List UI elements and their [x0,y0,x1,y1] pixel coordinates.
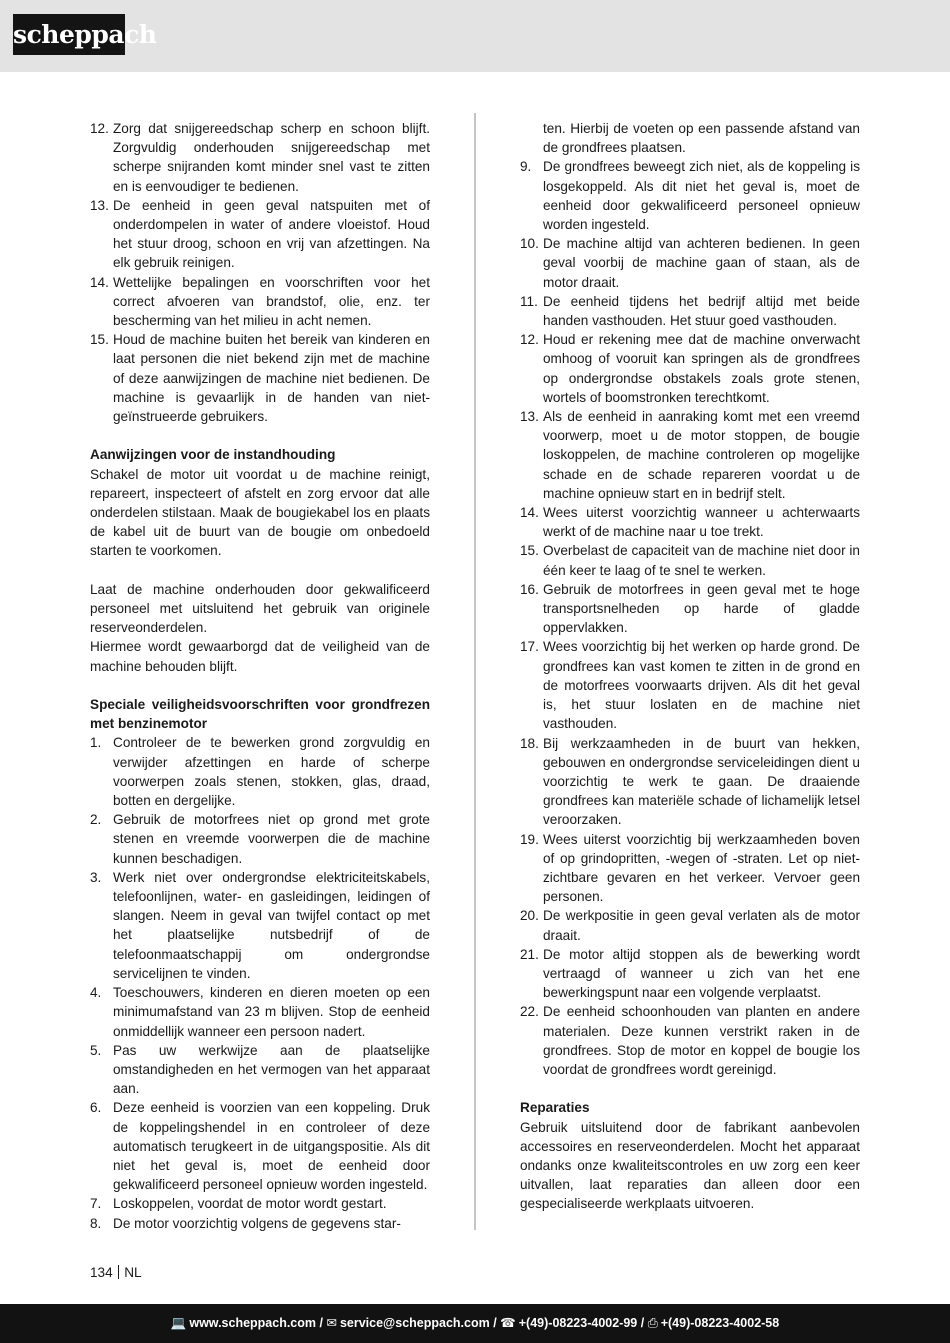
language-code: NL [124,1265,142,1280]
contact-bar [0,1304,950,1343]
list-tiller-safety-continued [520,157,860,1079]
maintenance-heading: Aanwijzingen voor de instandhouding [90,447,336,463]
column-divider [474,113,476,1230]
list-item: 2. Gebruik de motorfrees niet op grond met grote stenen en vreemde voorwerpen die de machine kunnen beschadigen. [90,812,430,866]
list-item: 5. Pas uw werkwijze aan de plaatselijke omstandigheden en het vermogen van het apparaat aan. [90,1042,430,1097]
list-item: 10. De machine altijd van achteren bedienen. In geen geval voorbij de machine gaan of staan, als de motor draait. [520,236,860,290]
list-item: 12. Zorg dat snijgereedschap scherp en schoon blijft. Zorgvuldig onderhouden snijgereedschap met scherpe snijranden komt minder snel vast te zitten en is eenvoudiger te bedienen. [90,121,430,194]
list-item: 19. Wees uiterst voorzichtig bij werkzaamheden boven of op grindopritten, -wegen of -straten. Let op niet-zichtbare gevaren en het verkeer. Vervoer geen personen. [520,831,860,905]
list-item: 6. Deze eenheid is voorzien van een koppeling. Druk de koppelingshendel in en controleer of deze automatisch terugkeert in de uitgangspositie. Als dit niet het geval is, moet de eenheid door gekwalificeerd personeel opnieuw worden ingesteld. [90,1100,430,1193]
header-bar [0,0,950,72]
maintenance-paragraph: Laat de machine onderhouden door gekwalificeerd personeel met uitsluitend het gebruik van originele reserveonderdelen. [90,581,430,636]
list-item: 1. Controleer de te bewerken grond zorgvuldig en verwijder afzettingen en harde of scherpe voorwerpen zoals stenen, stokken, glas, draad, botten en dergelijke. [90,735,430,809]
list-item: 13. Als de eenheid in aanraking komt met een vreemd voorwerp, moet u de motor stoppen, de bougie loskoppelen, de machine controleren op mogelijke schade en de schade repareren voordat u de machine opnieuw start en in bedrijf stelt. [520,409,860,501]
list-item: 16. Gebruik de motorfrees in geen geval met te hoge transportsnelheden op harde of gladde oppervlakken. [520,581,860,636]
website-link[interactable]: www.scheppach.com [189,1316,317,1330]
page-number-separator [118,1265,120,1279]
scheppach-logo: scheppach [13,14,125,55]
list-item: 15. Houd de machine buiten het bereik van kinderen en laat personen die niet bekend zijn met de machine of deze aanwijzingen de machine niet bedienen. De machine is gevaarlijk in de handen van niet-geïnstrueerde gebruikers. [90,332,430,425]
list-item: 7. Loskoppelen, voordat de motor wordt gestart. [90,1196,387,1212]
list-item: 22. De eenheid schoonhouden van planten en andere materialen. Deze kunnen verstrikt raken in de grondfrees. Stop de motor en koppel de bougie los voordat de grondfrees wordt gereinigd. [520,1004,860,1077]
computer-icon: 💻 [170,1316,187,1330]
page-number-value: 134 [90,1265,113,1280]
right-column [520,119,860,1214]
separator: / [493,1316,497,1330]
list-item: 13. De eenheid in geen geval natspuiten met of onderdompelen in water of andere vloeistof. Houd het stuur droog, schoon en vrij van afzettingen. Na elk gebruik reinigen. [90,197,430,271]
email-link[interactable]: service@scheppach.com [339,1316,490,1330]
repairs-heading: Reparaties [520,1100,590,1116]
list-item: 8. De motor voorzichtig volgens de gegevens star- [90,1215,401,1231]
list-item: 18. Bij werkzaamheden in de buurt van hekken, gebouwen en ondergrondse serviceleidingen dient u voorzichtig te werk te gaan. De draaiende grondfrees kan materiële schade of lichamelijk letsel veroorzaken. [520,735,860,828]
repairs-paragraph: Gebruik uitsluitend door de fabrikant aanbevolen accessoires en reserveonderdelen. Mocht het apparaat ondanks onze kwaliteitscontroles en uw zorg een keer uitvallen, laat reparaties dan alleen door een gespecialiseerde werkplaats uitvoeren. [520,1119,860,1212]
separator: / [319,1316,323,1330]
fax-icon: ⎙ [647,1316,658,1330]
phone-number[interactable]: +(49)-08223-4002-99 [518,1316,638,1330]
list-item: 20. De werkpositie in geen geval verlaten als de motor draait. [520,908,860,943]
list-item: 21. De motor altijd stoppen als de bewerking wordt vertraagd of wanneer u zich van het ene bewerkingspunt naar een volgende verplaatst. [520,946,860,1001]
page-number [90,1263,142,1283]
maintenance-paragraph: Hiermee wordt gewaarborgd dat de veiligheid van de machine behouden blijft. [90,639,430,674]
phone-icon: ☎ [500,1316,516,1330]
list-tiller-safety [90,733,430,1232]
list-item: 12. Houd er rekening mee dat de machine onverwacht omhoog of vooruit kan springen als de grondfrees op ondergrondse obstakels zoals grote stenen, wortels of boomstronken terechtkomt. [520,332,860,405]
list-item: 4. Toeschouwers, kinderen en dieren moeten op een minimumafstand van 23 m blijven. Stop de eenheid onmiddellijk wanneer een persoon nadert. [90,985,430,1039]
list-item: 9. De grondfrees beweegt zich niet, als de koppeling is losgekoppeld. Als dit niet het geval is, moet de eenheid door gekwalificeerd personeel opnieuw worden ingesteld. [520,159,860,233]
list-item-continuation: ten. Hierbij de voeten op een passende afstand van de grondfrees plaatsen. [543,121,860,156]
separator: / [640,1316,645,1330]
mail-icon: ✉ [326,1316,337,1330]
maintenance-paragraph: Schakel de motor uit voordat u de machine reinigt, repareert, inspecteert of afstelt en zorg ervoor dat alle onderdelen stilstaan. Maak de bougiekabel los en plaats de kabel uit de buurt van de bougie om onbedoeld starten te voorkomen. [90,466,430,559]
left-column [90,119,430,1233]
list-item: 11. De eenheid tijdens het bedrijf altijd met beide handen vasthouden. Het stuur goed vasthouden. [520,293,860,329]
fax-number: +(49)-08223-4002-58 [660,1316,780,1330]
special-safety-heading: Speciale veiligheidsvoorschriften voor grondfrezen met benzinemotor [90,697,430,732]
list-item: 17. Wees voorzichtig bij het werken op harde grond. De grondfrees kan vast komen te zitten in de grond en de motorfrees voorwaarts drijven. Als dit het geval is, het stuur loslaten en de machine niet vasthouden. [520,639,860,732]
list-item: 14. Wettelijke bepalingen en voorschriften voor het correct afvoeren van brandstof, olie, enz. ter bescherming van het milieu in acht nemen. [90,274,430,329]
list-general-safety [90,119,430,426]
list-item: 15. Overbelast de capaciteit van de machine niet door in één keer te laag of te snel te werken. [520,543,860,578]
list-item: 3. Werk niet over ondergrondse elektriciteitskabels, telefoonlijnen, water- en gasleidingen, leidingen of slangen. Neem in geval van twijfel contact op met het plaatselijke nutsbedrijf of de telefoonmaatschappij om ondergrondse servicelijnen te vinden. [90,869,430,981]
list-item: 14. Wees uiterst voorzichtig wanneer u achterwaarts werkt of de machine naar u toe trekt. [520,505,860,540]
